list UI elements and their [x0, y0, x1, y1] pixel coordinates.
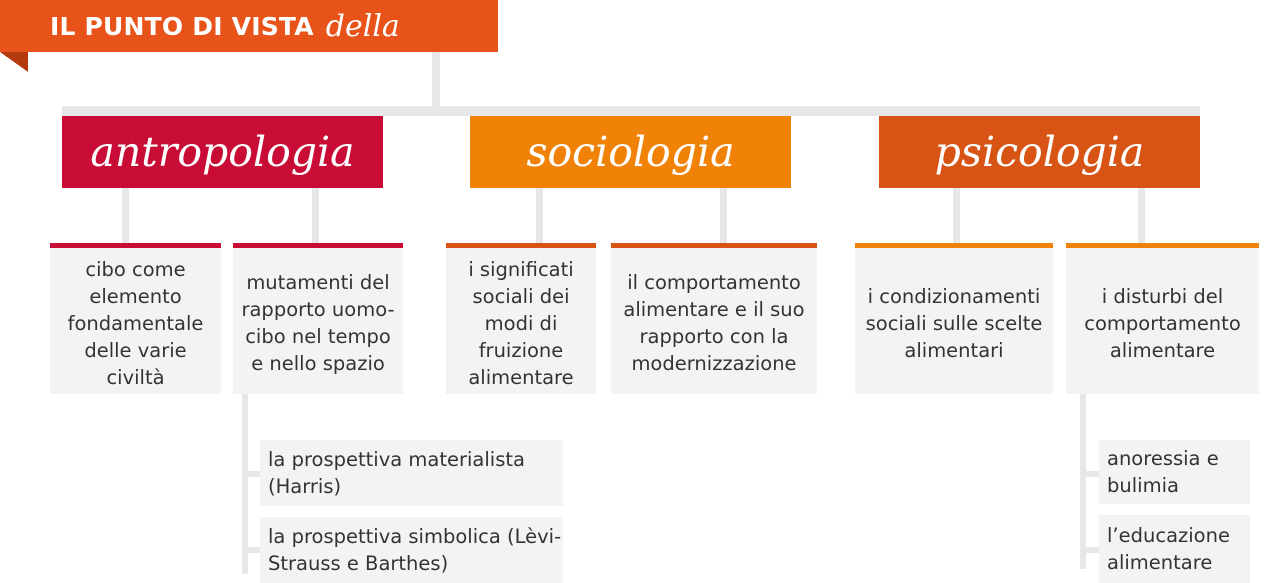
topic-text: cibo come elemento fondamentale delle varie civiltà: [67, 257, 204, 389]
topic-text: mutamenti del rapporto uomo-cibo nel tempo e nello spazio: [241, 271, 395, 375]
connector-sociologia-right: [720, 188, 727, 245]
subtopic-text: la prospettiva materialista (Harris): [268, 448, 525, 498]
connector-antropologia-sub-branch-2: [242, 547, 260, 553]
subtopic-psicologia-2: [1099, 515, 1250, 583]
header-sociologia: [470, 116, 791, 188]
connector-antropologia-left: [122, 188, 129, 245]
connector-psicologia-sub-vertical: [1080, 394, 1086, 569]
connector-sociologia-left: [536, 188, 543, 245]
topic-antropologia-2: [233, 243, 403, 394]
header-sociologia-label: sociologia: [526, 128, 735, 176]
title-banner: [0, 0, 498, 52]
topic-antropologia-1: [50, 243, 221, 394]
topic-sociologia-2: [611, 243, 817, 394]
connector-antropologia-right: [312, 188, 319, 245]
topic-text: i condizionamenti sociali sulle scelte alimentari: [865, 284, 1043, 362]
topic-psicologia-2: [1066, 243, 1259, 394]
header-psicologia: [879, 116, 1200, 188]
subtopic-antropologia-1: [260, 440, 563, 506]
topic-sociologia-1: [446, 243, 596, 394]
connector-psicologia-right: [1138, 188, 1145, 245]
header-psicologia-label: psicologia: [934, 128, 1145, 176]
subtopic-antropologia-2: [260, 517, 563, 583]
connector-title-vertical: [432, 48, 440, 108]
header-antropologia: [62, 116, 383, 188]
banner-fold: [0, 52, 28, 72]
topic-text: i disturbi del comportamento alimentare: [1084, 284, 1241, 362]
connector-psicologia-sub-branch-1: [1080, 471, 1100, 477]
topic-text: il comportamento alimentare e il suo rapporto con la modernizzazione: [623, 271, 805, 375]
connector-psicologia-left: [953, 188, 960, 245]
subtopic-text: anoressia e bulimia: [1107, 447, 1219, 497]
topic-psicologia-1: [855, 243, 1053, 394]
title-italic: della: [325, 8, 400, 44]
subtopic-psicologia-1: [1099, 440, 1250, 504]
connector-horizontal-bar: [62, 106, 1200, 116]
subtopic-text: l’educazione alimentare: [1107, 524, 1230, 574]
topic-text: i significati sociali dei modi di fruizione alimentare: [468, 257, 574, 389]
subtopic-text: la prospettiva simbolica (Lèvi-Strauss e Barthes): [268, 525, 562, 575]
header-antropologia-label: antropologia: [90, 128, 355, 176]
connector-psicologia-sub-branch-2: [1080, 547, 1100, 553]
connector-antropologia-sub-branch-1: [242, 471, 260, 477]
title-main: IL PUNTO DI VISTA: [50, 11, 314, 41]
